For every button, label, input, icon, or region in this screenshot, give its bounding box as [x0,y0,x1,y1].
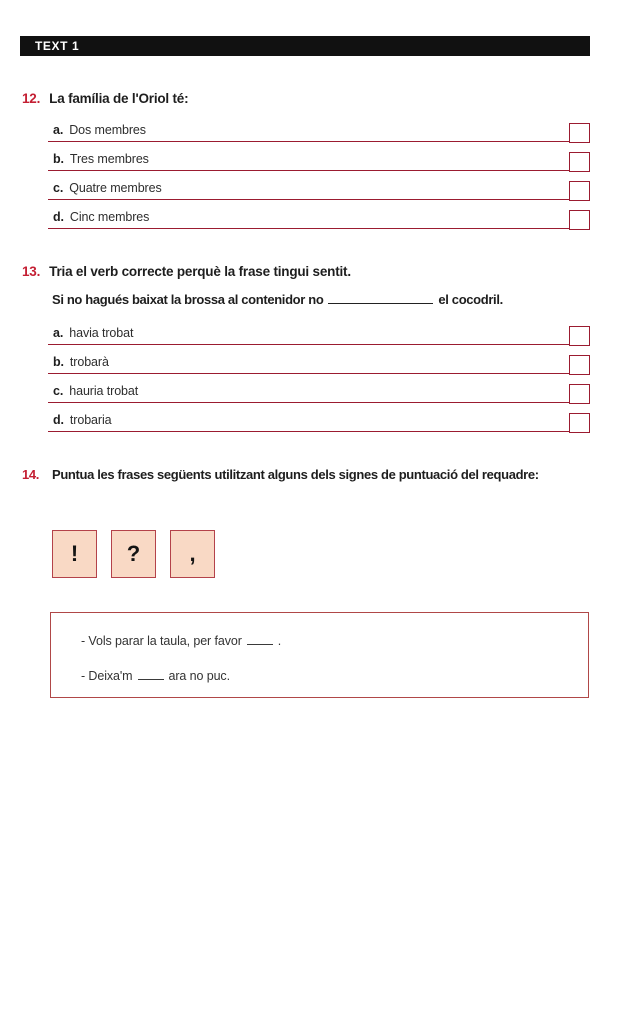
sentence-after-blank: ara no puc. [168,669,230,683]
fill-in-blank-line [328,291,433,304]
punctuation-answer-blank-2[interactable] [138,669,164,680]
option-row-12a [48,113,590,142]
sentence-before-blank: - Vols parar la taula, per favor [81,634,242,648]
question-13-heading [22,264,351,279]
answer-checkbox-13d[interactable] [569,413,590,433]
panel-sentence-2 [81,669,230,683]
section-title: TEXT 1 [35,39,80,53]
option-text: Cinc membres [69,210,150,224]
question-14-number: 14. [22,467,40,482]
option-letter: b. [53,355,64,369]
option-letter: c. [53,384,64,398]
punctuation-box-question [111,530,156,578]
answer-checkbox-13b[interactable] [569,355,590,375]
option-row-13d [48,403,590,432]
option-row-13c [48,374,590,403]
question-12-options [48,113,590,229]
option-text: trobaria [69,413,112,427]
question-13-prompt: Tria el verb correcte perquè la frase tingui sentit. [49,264,351,279]
option-letter: a. [53,123,64,137]
option-text: Quatre membres [69,181,162,195]
comma-glyph: , [189,541,196,566]
exclamation-mark-glyph: ! [70,541,79,566]
option-row-13b [48,345,590,374]
sentence-after-blank: el cocodril. [438,292,503,307]
punctuation-box-comma [170,530,215,578]
question-14-heading [22,464,597,486]
question-mark-glyph: ? [126,541,141,566]
punctuation-box-exclamation [52,530,97,578]
answer-checkbox-13c[interactable] [569,384,590,404]
answer-checkbox-12c[interactable] [569,181,590,201]
option-text: hauria trobat [69,384,139,398]
question-14-prompt: Puntua les frases següents utilitzant alguns dels signes de puntuació del requadre: [52,467,539,482]
answer-checkbox-13a[interactable] [569,326,590,346]
section-header-bar [20,36,590,56]
option-letter: d. [53,413,64,427]
sentences-panel [50,612,589,698]
panel-sentence-1 [81,634,281,648]
option-text: havia trobat [69,326,134,340]
option-letter: c. [53,181,64,195]
question-13-fill-sentence [52,291,503,307]
option-text: Tres membres [69,152,149,166]
option-letter: a. [53,326,64,340]
question-12-prompt: La família de l'Oriol té: [49,91,189,106]
question-12-number: 12. [22,91,41,106]
option-letter: b. [53,152,64,166]
punctuation-signs-row [52,530,215,578]
option-row-12c [48,171,590,200]
option-row-13a [48,316,590,345]
answer-checkbox-12d[interactable] [569,210,590,230]
answer-checkbox-12b[interactable] [569,152,590,172]
option-text: Dos membres [69,123,146,137]
sentence-before-blank: - Deixa'm [81,669,133,683]
sentence-after-blank: . [277,634,282,648]
option-row-12d [48,200,590,229]
option-text: trobarà [69,355,109,369]
question-13-number: 13. [22,264,41,279]
option-letter: d. [53,210,64,224]
option-row-12b [48,142,590,171]
question-12-heading [22,91,188,106]
question-13-options [48,316,590,432]
punctuation-answer-blank-1[interactable] [247,634,273,645]
answer-checkbox-12a[interactable] [569,123,590,143]
sentence-before-blank: Si no hagués baixat la brossa al contenidor no [52,292,324,307]
